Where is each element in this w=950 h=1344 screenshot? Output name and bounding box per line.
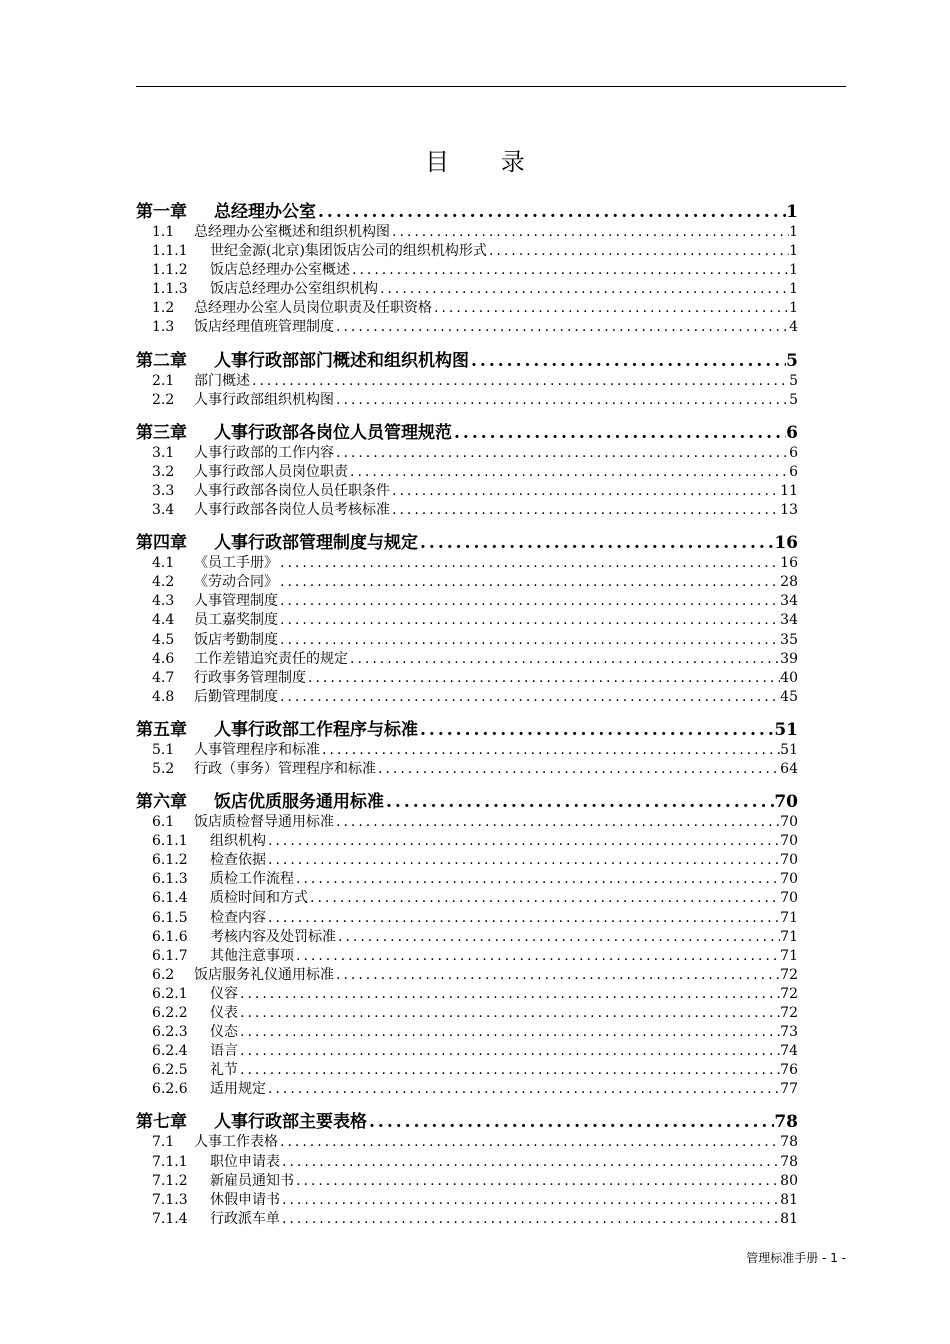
section-title: 礼节 bbox=[210, 1062, 238, 1079]
dot-leader bbox=[334, 444, 789, 463]
section-number: 6.2 bbox=[152, 966, 175, 983]
chapter-title: 人事行政部管理制度与规定 bbox=[214, 533, 418, 554]
toc-section-entry[interactable] bbox=[136, 318, 798, 337]
page-number: 11 bbox=[780, 482, 798, 499]
section-number: 6.1 bbox=[152, 814, 175, 831]
section-number: 6.1.5 bbox=[152, 909, 188, 926]
chapter-number: 第二章 bbox=[136, 350, 187, 371]
toc-section-entry[interactable] bbox=[136, 650, 798, 669]
page-number: 70 bbox=[774, 792, 798, 813]
page-number: 5 bbox=[789, 372, 798, 389]
page-number: 6 bbox=[786, 422, 798, 443]
section-number: 6.2.4 bbox=[152, 1043, 188, 1060]
toc-section-entry[interactable] bbox=[136, 391, 798, 410]
dot-leader bbox=[278, 1133, 780, 1152]
dot-leader bbox=[376, 760, 780, 779]
section-title: 《劳动合同》 bbox=[194, 574, 278, 591]
page-number: 1 bbox=[786, 202, 798, 222]
dot-leader bbox=[452, 422, 786, 444]
toc-section-entry[interactable] bbox=[136, 741, 798, 760]
section-title: 语言 bbox=[210, 1043, 238, 1060]
chapter-number: 第三章 bbox=[136, 422, 187, 443]
toc-section-entry[interactable] bbox=[136, 592, 798, 611]
section-number: 1.2 bbox=[152, 300, 175, 317]
section-number: 2.1 bbox=[152, 372, 175, 389]
page-number: 78 bbox=[780, 1134, 798, 1151]
toc-title: 目 录 bbox=[425, 148, 547, 176]
page-number: 81 bbox=[780, 1191, 798, 1208]
section-title: 新雇员通知书 bbox=[210, 1172, 294, 1189]
toc-section-entry[interactable] bbox=[136, 554, 798, 573]
dot-leader bbox=[334, 318, 789, 337]
section-title: 质检时间和方式 bbox=[210, 890, 308, 907]
page-number: 5 bbox=[789, 391, 798, 408]
dot-leader bbox=[280, 1210, 780, 1229]
section-title: 饭店总经理办公室概述 bbox=[210, 262, 350, 279]
page-number: 51 bbox=[780, 741, 798, 758]
page-number: 35 bbox=[780, 631, 798, 648]
toc-section-entry[interactable] bbox=[136, 669, 798, 688]
page-number: 64 bbox=[780, 760, 798, 777]
section-number: 6.2.5 bbox=[152, 1062, 188, 1079]
section-number: 5.2 bbox=[152, 760, 175, 777]
dot-leader bbox=[294, 870, 780, 889]
page-number: 70 bbox=[780, 871, 798, 888]
section-number: 1.1.2 bbox=[152, 262, 188, 279]
dot-leader bbox=[266, 832, 780, 851]
page-number: 74 bbox=[780, 1043, 798, 1060]
section-number: 4.3 bbox=[152, 593, 175, 610]
section-number: 6.1.2 bbox=[152, 852, 188, 869]
dot-leader bbox=[469, 350, 786, 372]
toc-section-entry[interactable] bbox=[136, 760, 798, 779]
dot-leader bbox=[250, 372, 789, 391]
section-title: 行政（事务）管理程序和标准 bbox=[194, 760, 376, 777]
toc-section-entry[interactable] bbox=[136, 813, 798, 832]
dot-leader bbox=[294, 947, 780, 966]
dot-leader bbox=[367, 1111, 774, 1133]
toc-section-entry[interactable] bbox=[136, 1133, 798, 1152]
dot-leader bbox=[418, 719, 774, 741]
section-title: 其他注意事项 bbox=[210, 947, 294, 964]
section-title: 人事行政部的工作内容 bbox=[194, 444, 334, 461]
toc-subsubsection-entry[interactable] bbox=[136, 947, 798, 966]
dot-leader bbox=[320, 741, 780, 760]
chapter-number: 第七章 bbox=[136, 1112, 187, 1133]
section-title: 饭店总经理办公室组织机构 bbox=[210, 281, 378, 298]
section-title: 职位申请表 bbox=[210, 1153, 280, 1170]
dot-leader bbox=[280, 1191, 780, 1210]
dot-leader bbox=[334, 813, 780, 832]
page-number: 45 bbox=[780, 688, 798, 705]
section-number: 6.2.3 bbox=[152, 1024, 188, 1041]
toc-subsubsection-entry[interactable] bbox=[136, 1210, 798, 1229]
dot-leader bbox=[238, 985, 780, 1004]
page-number: 4 bbox=[789, 319, 798, 336]
toc-section-entry[interactable] bbox=[136, 611, 798, 630]
page-number: 39 bbox=[780, 650, 798, 667]
table-of-contents bbox=[136, 201, 798, 1229]
section-number: 2.2 bbox=[152, 391, 175, 408]
section-title: 饭店服务礼仪通用标准 bbox=[194, 966, 334, 983]
dot-leader bbox=[316, 201, 786, 223]
dot-leader bbox=[238, 1061, 780, 1080]
chapter-title: 人事行政部各岗位人员管理规范 bbox=[214, 422, 452, 443]
toc-chapter-entry[interactable] bbox=[136, 422, 798, 444]
toc-chapter-entry[interactable] bbox=[136, 350, 798, 372]
section-number: 5.1 bbox=[152, 741, 175, 758]
section-title: 总经理办公室人员岗位职责及任职资格 bbox=[194, 300, 432, 317]
page-number: 78 bbox=[774, 1112, 798, 1133]
page-number: 1 bbox=[789, 243, 798, 260]
toc-chapter-entry[interactable] bbox=[136, 532, 798, 554]
toc-section-entry[interactable] bbox=[136, 573, 798, 592]
page-number: 1 bbox=[789, 262, 798, 279]
section-number: 1.1.1 bbox=[152, 243, 188, 260]
section-title: 饭店经理值班管理制度 bbox=[194, 319, 334, 336]
section-number: 3.4 bbox=[152, 502, 175, 519]
dot-leader bbox=[278, 611, 780, 630]
section-number: 6.1.7 bbox=[152, 947, 188, 964]
dot-leader bbox=[266, 851, 780, 870]
dot-leader bbox=[280, 1153, 780, 1172]
toc-chapter-entry[interactable] bbox=[136, 791, 798, 813]
section-title: 检查内容 bbox=[210, 909, 266, 926]
page-number: 76 bbox=[780, 1062, 798, 1079]
toc-section-entry[interactable] bbox=[136, 223, 798, 242]
page-number: 71 bbox=[780, 947, 798, 964]
section-title: 人事管理程序和标准 bbox=[194, 741, 320, 758]
section-number: 6.2.2 bbox=[152, 1005, 188, 1021]
page-number: 72 bbox=[780, 1005, 798, 1021]
section-title: 人事行政部各岗位人员任职条件 bbox=[194, 482, 390, 499]
toc-subsubsection-entry[interactable] bbox=[136, 242, 798, 261]
dot-leader bbox=[390, 501, 780, 520]
page-number: 16 bbox=[774, 533, 798, 554]
page-number: 70 bbox=[780, 833, 798, 850]
section-number: 4.7 bbox=[152, 669, 175, 686]
page-number: 70 bbox=[780, 852, 798, 869]
toc-subsubsection-entry[interactable] bbox=[136, 928, 798, 947]
dot-leader bbox=[348, 650, 780, 669]
section-title: 人事行政部人员岗位职责 bbox=[194, 463, 348, 480]
section-title: 人事行政部组织机构图 bbox=[194, 391, 334, 408]
toc-section-entry[interactable] bbox=[136, 501, 798, 520]
section-title: 行政事务管理制度 bbox=[194, 669, 306, 686]
dot-leader bbox=[238, 1004, 780, 1023]
section-title: 工作差错追究责任的规定 bbox=[194, 650, 348, 667]
dot-leader bbox=[238, 1023, 780, 1042]
section-title: 人事管理制度 bbox=[194, 593, 278, 610]
section-number: 4.6 bbox=[152, 650, 175, 667]
section-number: 1.1 bbox=[152, 224, 175, 240]
dot-leader bbox=[390, 223, 789, 242]
section-title: 行政派车单 bbox=[210, 1210, 280, 1227]
chapter-number: 第四章 bbox=[136, 533, 187, 554]
toc-subsubsection-entry[interactable] bbox=[136, 909, 798, 928]
section-number: 7.1 bbox=[152, 1134, 175, 1151]
chapter-number: 第六章 bbox=[136, 792, 187, 813]
section-number: 4.2 bbox=[152, 574, 175, 591]
chapter-title: 总经理办公室 bbox=[214, 202, 316, 222]
section-title: 饭店考勤制度 bbox=[194, 631, 278, 648]
page-number: 71 bbox=[780, 928, 798, 945]
page-number: 72 bbox=[780, 985, 798, 1002]
section-number: 7.1.2 bbox=[152, 1172, 188, 1189]
toc-subsubsection-entry[interactable] bbox=[136, 1191, 798, 1210]
toc-section-entry[interactable] bbox=[136, 966, 798, 985]
chapter-number: 第五章 bbox=[136, 719, 187, 740]
page-number: 73 bbox=[780, 1024, 798, 1041]
toc-subsubsection-entry[interactable] bbox=[136, 1080, 798, 1099]
section-number: 7.1.4 bbox=[152, 1210, 188, 1227]
section-number: 1.1.3 bbox=[152, 281, 188, 298]
section-title: 员工嘉奖制度 bbox=[194, 612, 278, 629]
page-number: 6 bbox=[789, 463, 798, 480]
section-title: 《员工手册》 bbox=[194, 555, 278, 572]
section-title: 世纪金源(北京)集团饭店公司的组织机构形式 bbox=[210, 243, 487, 260]
dot-leader bbox=[306, 669, 780, 688]
page-number: 78 bbox=[780, 1153, 798, 1170]
toc-subsubsection-entry[interactable] bbox=[136, 851, 798, 870]
toc-subsubsection-entry[interactable] bbox=[136, 870, 798, 889]
section-title: 组织机构 bbox=[210, 833, 266, 850]
section-number: 6.1.3 bbox=[152, 871, 188, 888]
page-number: 28 bbox=[780, 574, 798, 591]
dot-leader bbox=[336, 928, 780, 947]
section-title: 后勤管理制度 bbox=[194, 688, 278, 705]
toc-section-entry[interactable] bbox=[136, 299, 798, 318]
page-number: 34 bbox=[780, 593, 798, 610]
toc-section-entry[interactable] bbox=[136, 631, 798, 650]
header-rule bbox=[136, 86, 846, 87]
page-footer: 管理标准手册 - 1 - bbox=[746, 1251, 846, 1265]
dot-leader bbox=[348, 463, 789, 482]
toc-section-entry[interactable] bbox=[136, 372, 798, 391]
dot-leader bbox=[487, 242, 789, 261]
page-number: 40 bbox=[780, 669, 798, 686]
dot-leader bbox=[334, 391, 789, 410]
section-number: 6.2.1 bbox=[152, 985, 188, 1002]
toc-chapter-entry[interactable] bbox=[136, 201, 798, 223]
toc-section-entry[interactable] bbox=[136, 463, 798, 482]
dot-leader bbox=[278, 631, 780, 650]
dot-leader bbox=[278, 592, 780, 611]
section-title: 总经理办公室概述和组织机构图 bbox=[194, 224, 390, 240]
toc-section-entry[interactable] bbox=[136, 444, 798, 463]
chapter-title: 饭店优质服务通用标准 bbox=[214, 792, 384, 813]
toc-chapter-entry[interactable] bbox=[136, 1111, 798, 1133]
toc-subsubsection-entry[interactable] bbox=[136, 280, 798, 299]
page-number: 1 bbox=[789, 300, 798, 317]
section-title: 仪容 bbox=[210, 985, 238, 1002]
page-number: 70 bbox=[780, 890, 798, 907]
page-number: 1 bbox=[789, 224, 798, 240]
section-number: 6.1.6 bbox=[152, 928, 188, 945]
section-title: 适用规定 bbox=[210, 1081, 266, 1098]
toc-subsubsection-entry[interactable] bbox=[136, 889, 798, 908]
toc-subsubsection-entry[interactable] bbox=[136, 1004, 798, 1023]
section-number: 7.1.1 bbox=[152, 1153, 188, 1170]
dot-leader bbox=[266, 909, 780, 928]
section-number: 3.2 bbox=[152, 463, 175, 480]
toc-subsubsection-entry[interactable] bbox=[136, 832, 798, 851]
toc-subsubsection-entry[interactable] bbox=[136, 1042, 798, 1061]
dot-leader bbox=[278, 688, 780, 707]
toc-subsubsection-entry[interactable] bbox=[136, 261, 798, 280]
dot-leader bbox=[294, 1172, 780, 1191]
page-number: 51 bbox=[774, 719, 798, 740]
page-number: 5 bbox=[786, 350, 798, 371]
toc-chapter-entry[interactable] bbox=[136, 719, 798, 741]
page-number: 6 bbox=[789, 444, 798, 461]
chapter-title: 人事行政部工作程序与标准 bbox=[214, 719, 418, 740]
dot-leader bbox=[390, 482, 780, 501]
dot-leader bbox=[266, 1080, 780, 1099]
section-number: 6.1.1 bbox=[152, 833, 188, 850]
dot-leader bbox=[418, 532, 774, 554]
dot-leader bbox=[350, 261, 789, 280]
section-number: 4.8 bbox=[152, 688, 175, 705]
page-number: 77 bbox=[780, 1081, 798, 1098]
dot-leader bbox=[278, 554, 780, 573]
section-title: 休假申请书 bbox=[210, 1191, 280, 1208]
page-number: 13 bbox=[780, 502, 798, 519]
section-title: 人事工作表格 bbox=[194, 1134, 278, 1151]
page-number: 81 bbox=[780, 1210, 798, 1227]
section-number: 6.2.6 bbox=[152, 1081, 188, 1098]
chapter-number: 第一章 bbox=[136, 202, 187, 222]
section-number: 1.3 bbox=[152, 319, 175, 336]
section-number: 4.4 bbox=[152, 612, 175, 629]
dot-leader bbox=[384, 791, 774, 813]
section-number: 3.3 bbox=[152, 482, 175, 499]
toc-section-entry[interactable] bbox=[136, 688, 798, 707]
dot-leader bbox=[278, 573, 780, 592]
section-number: 7.1.3 bbox=[152, 1191, 188, 1208]
page-number: 16 bbox=[780, 555, 798, 572]
dot-leader bbox=[432, 299, 789, 318]
section-title: 仪表 bbox=[210, 1005, 238, 1021]
section-title: 人事行政部各岗位人员考核标准 bbox=[194, 502, 390, 519]
toc-subsubsection-entry[interactable] bbox=[136, 1023, 798, 1042]
page-number: 70 bbox=[780, 814, 798, 831]
dot-leader bbox=[308, 889, 780, 908]
section-number: 4.5 bbox=[152, 631, 175, 648]
dot-leader bbox=[378, 280, 789, 299]
section-number: 4.1 bbox=[152, 555, 175, 572]
toc-section-entry[interactable] bbox=[136, 482, 798, 501]
section-title: 检查依据 bbox=[210, 852, 266, 869]
toc-subsubsection-entry[interactable] bbox=[136, 1172, 798, 1191]
page-number: 80 bbox=[780, 1172, 798, 1189]
section-number: 6.1.4 bbox=[152, 890, 188, 907]
dot-leader bbox=[334, 966, 780, 985]
page-number: 34 bbox=[780, 612, 798, 629]
section-title: 仪态 bbox=[210, 1024, 238, 1041]
toc-subsubsection-entry[interactable] bbox=[136, 1061, 798, 1080]
page-number: 1 bbox=[789, 281, 798, 298]
chapter-title: 人事行政部主要表格 bbox=[214, 1112, 367, 1133]
section-title: 考核内容及处罚标准 bbox=[210, 928, 336, 945]
page-number: 71 bbox=[780, 909, 798, 926]
section-number: 3.1 bbox=[152, 444, 175, 461]
section-title: 饭店质检督导通用标准 bbox=[194, 814, 334, 831]
dot-leader bbox=[238, 1042, 780, 1061]
section-title: 部门概述 bbox=[194, 372, 250, 389]
chapter-title: 人事行政部部门概述和组织机构图 bbox=[214, 350, 469, 371]
toc-subsubsection-entry[interactable] bbox=[136, 985, 798, 1004]
page-number: 72 bbox=[780, 966, 798, 983]
toc-subsubsection-entry[interactable] bbox=[136, 1153, 798, 1172]
section-title: 质检工作流程 bbox=[210, 871, 294, 888]
